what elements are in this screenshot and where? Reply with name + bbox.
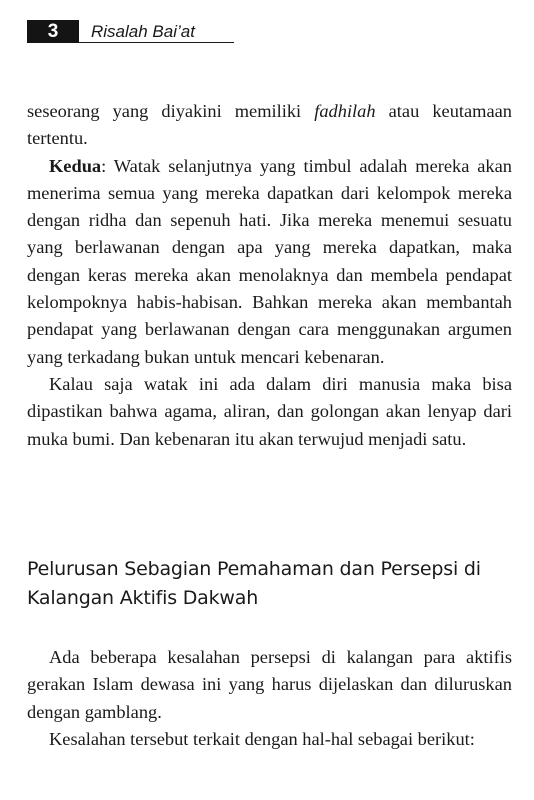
paragraph-text: : Watak selanjutnya yang timbul adalah mereka akan menerima semua yang mereka dapatkan dari kelompok mereka dengan ridha dan sepenuh hati. Jika mereka menemui sesuatu yang berlawanan dengan apa yang mereka dapatkan, maka dengan keras mereka akan menolaknya dan membela pendapat kelompoknya habis-habisan. Bahkan mereka akan membantah pendapat yang berlawanan dengan cara menggunakan argumen yang terkadang bukan untuk mencari kebenaran. — [27, 155, 512, 367]
italic-term: fadhilah — [314, 101, 376, 121]
header-rule — [79, 42, 234, 43]
paragraph-text: seseorang yang diyakini memiliki — [27, 101, 315, 121]
page-header — [27, 18, 511, 45]
section-heading: Pelurusan Sebagian Pemahaman dan Persepsi di Kalangan Aktifis Dakwah — [27, 558, 481, 609]
paragraph-kedua — [27, 153, 512, 371]
running-title: Risalah Bai’at — [91, 22, 195, 41]
paragraph-text: atau keutamaan tertentu. — [27, 101, 512, 149]
body-text-bottom — [27, 644, 512, 753]
paragraph-kalau: Kalau saja watak ini ada dalam diri manusia maka bisa dipastikan bahwa agama, aliran, dan golongan akan lenyap dari muka bumi. Dan kebenaran itu akan terwujud menjadi satu. — [27, 373, 512, 449]
body-text-top — [27, 98, 512, 453]
page-number: 3 — [27, 20, 79, 43]
paragraph-ada: Ada beberapa kesalahan persepsi di kalangan para aktifis gerakan Islam dewasa ini yang harus dijelaskan dan diluruskan dengan gamblang. — [27, 647, 512, 722]
paragraph-continuation — [27, 98, 512, 153]
paragraph-kesalahan: Kesalahan tersebut terkait dengan hal-hal sebagai berikut: — [49, 728, 475, 749]
bold-lead-word: Kedua — [49, 155, 102, 176]
